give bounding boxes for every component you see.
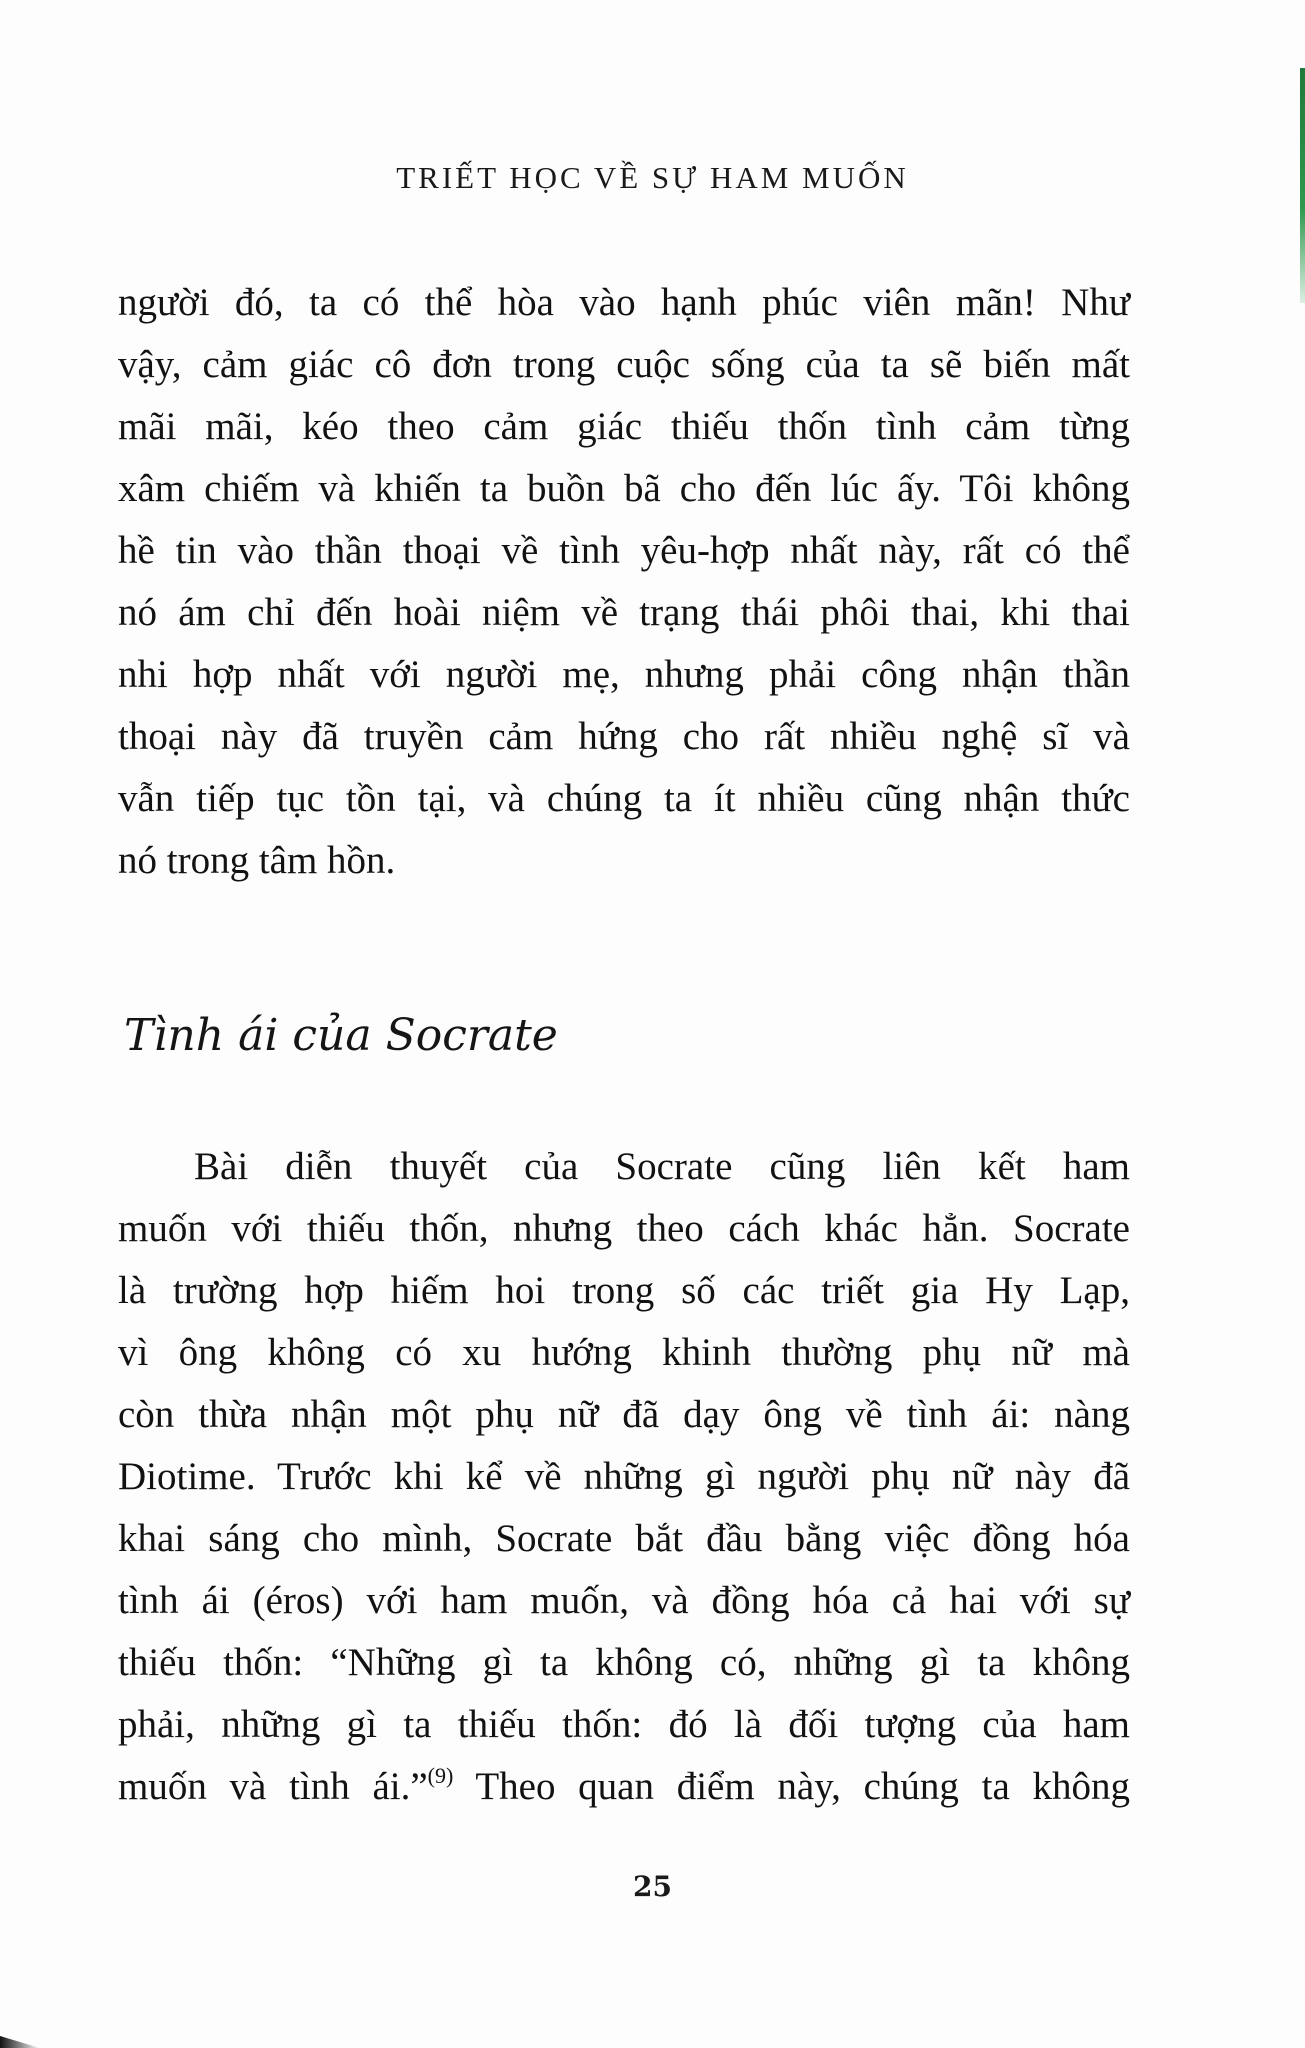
text-line: nhi hợp nhất với người mẹ, nhưng phải công nhận thần [118,653,1130,696]
text-line-continuation: Theo quan điểm này, chúng ta không [475,1765,1130,1808]
text-line: khai sáng cho mình, Socrate bắt đầu bằng việc đồng hóa [118,1517,1130,1560]
text-line: mãi mãi, kéo theo cảm giác thiếu thốn tình cảm từng [118,405,1130,448]
text-line: vì ông không có xu hướng khinh thường phụ nữ mà [118,1331,1130,1374]
text-line: thoại này đã truyền cảm hứng cho rất nhiều nghệ sĩ và [118,715,1130,758]
paragraph-2 [118,1136,1130,1818]
text-line: muốn với thiếu thốn, nhưng theo cách khác hẳn. Socrate [118,1207,1130,1250]
text-line: hề tin vào thần thoại về tình yêu-hợp nhất này, rất có thể [118,529,1130,572]
paragraph-1 [118,272,1130,892]
text-line: thiếu thốn: “Những gì ta không có, những gì ta không [118,1641,1130,1684]
text-line: là trường hợp hiếm hoi trong số các triết gia Hy Lạp, [118,1269,1130,1312]
text-line [118,1756,1130,1818]
section-heading: Tình ái của Socrate [124,1010,558,1061]
running-header: TRIẾT HỌC VỀ SỰ HAM MUỐN [396,160,909,195]
text-line: phải, những gì ta thiếu thốn: đó là đối tượng của ham [118,1703,1130,1746]
footnote-marker[interactable]: (9) [427,1763,454,1788]
text-line: xâm chiếm và khiến ta buồn bã cho đến lúc ấy. Tôi không [118,467,1130,510]
text-line: tình ái (éros) với ham muốn, và đồng hóa cả hai với sự [118,1579,1130,1622]
text-line: vậy, cảm giác cô đơn trong cuộc sống của ta sẽ biến mất [118,343,1130,386]
text-line: nó ám chỉ đến hoài niệm về trạng thái phôi thai, khi thai [118,591,1130,634]
page-number: 25 [633,1870,672,1903]
corner-shadow [0,2036,40,2048]
text-line: còn thừa nhận một phụ nữ đã dạy ông về tình ái: nàng [118,1393,1130,1436]
quote-end-text: muốn và tình ái.” [118,1765,428,1808]
text-line: Diotime. Trước khi kể về những gì người phụ nữ này đã [118,1455,1130,1498]
text-line: Bài diễn thuyết của Socrate cũng liên kết ham [194,1145,1130,1188]
text-line: nó trong tâm hồn. [118,839,396,882]
text-line: người đó, ta có thể hòa vào hạnh phúc viên mãn! Như [118,281,1130,324]
text-line: vẫn tiếp tục tồn tại, và chúng ta ít nhiều cũng nhận thức [118,777,1130,820]
